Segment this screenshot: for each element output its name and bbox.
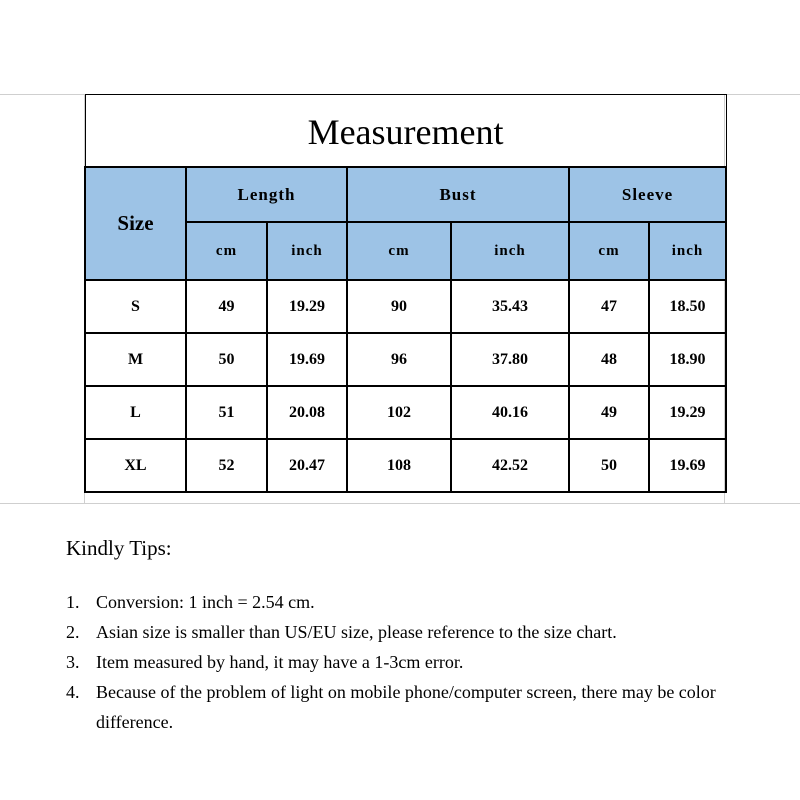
table-row	[85, 439, 726, 492]
table-cell: 35.43	[451, 280, 569, 333]
table-cell: 37.80	[451, 333, 569, 386]
table-row	[85, 333, 726, 386]
table-cell: 18.50	[649, 280, 726, 333]
table-cell: 50	[569, 439, 649, 492]
table-cell: 20.47	[267, 439, 347, 492]
tip-text: Item measured by hand, it may have a 1-3cm error.	[96, 652, 464, 672]
size-cell: M	[85, 333, 186, 386]
table-cell: 42.52	[451, 439, 569, 492]
table-cell: 19.29	[649, 386, 726, 439]
bottom-divider	[0, 503, 800, 504]
size-cell: S	[85, 280, 186, 333]
table-cell: 19.29	[267, 280, 347, 333]
table-cell: 40.16	[451, 386, 569, 439]
table-cell: 19.69	[649, 439, 726, 492]
unit-header: inch	[649, 222, 726, 280]
table-cell: 49	[569, 386, 649, 439]
length-group-header: Length	[186, 167, 347, 222]
table-cell: 96	[347, 333, 451, 386]
tip-number: 4.	[66, 682, 80, 702]
table-cell: 49	[186, 280, 267, 333]
size-cell: XL	[85, 439, 186, 492]
table-cell: 108	[347, 439, 451, 492]
tip-number: 3.	[66, 652, 80, 672]
sleeve-group-header: Sleeve	[569, 167, 726, 222]
table-cell: 19.69	[267, 333, 347, 386]
table-cell: 52	[186, 439, 267, 492]
table-cell: 18.90	[649, 333, 726, 386]
tip-number: 2.	[66, 622, 80, 642]
kindly-tips-section	[66, 536, 786, 737]
tip-text: Asian size is smaller than US/EU size, please reference to the size chart.	[96, 622, 617, 642]
table-cell: 51	[186, 386, 267, 439]
unit-header: cm	[186, 222, 267, 280]
unit-header: cm	[347, 222, 451, 280]
unit-header: cm	[569, 222, 649, 280]
table-cell: 50	[186, 333, 267, 386]
tip-number: 1.	[66, 592, 80, 612]
tip-item	[66, 647, 786, 677]
table-row	[85, 386, 726, 439]
tip-text: Conversion: 1 inch = 2.54 cm.	[96, 592, 315, 612]
size-column-header: Size	[85, 167, 186, 280]
tips-list	[66, 587, 786, 737]
unit-header: inch	[267, 222, 347, 280]
unit-header: inch	[451, 222, 569, 280]
size-chart-table	[84, 94, 727, 493]
table-cell: 102	[347, 386, 451, 439]
size-cell: L	[85, 386, 186, 439]
tip-item	[66, 617, 786, 647]
tip-item	[66, 677, 786, 737]
tip-text: Because of the problem of light on mobile phone/computer screen, there may be color difference.	[96, 682, 716, 732]
table-row	[85, 280, 726, 333]
table-cell: 47	[569, 280, 649, 333]
table-title: Measurement	[85, 95, 726, 168]
table-cell: 48	[569, 333, 649, 386]
table-cell: 90	[347, 280, 451, 333]
bust-group-header: Bust	[347, 167, 569, 222]
table-cell: 20.08	[267, 386, 347, 439]
tip-item	[66, 587, 786, 617]
tips-heading: Kindly Tips:	[66, 536, 172, 560]
